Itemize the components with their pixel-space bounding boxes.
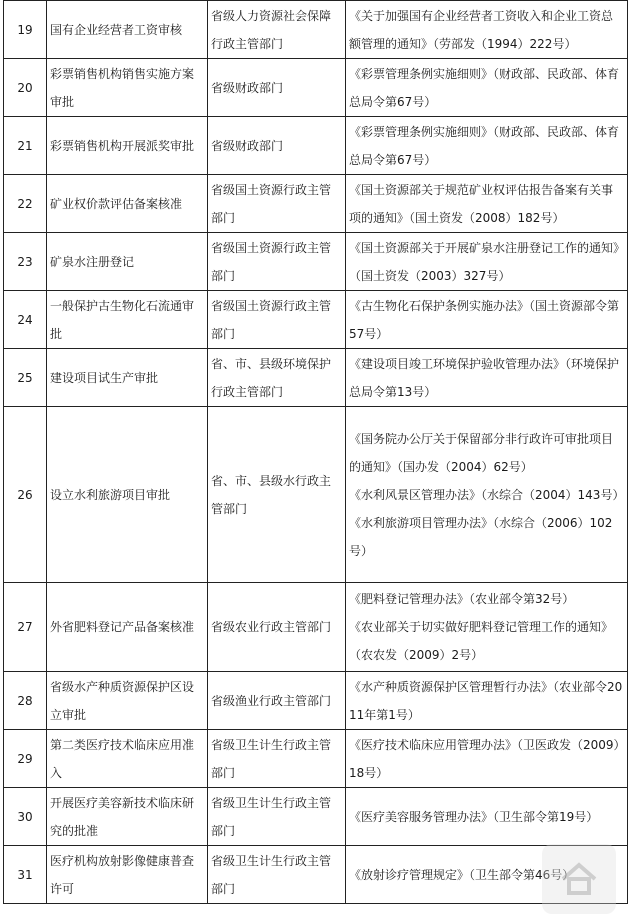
item-name: 设立水利旅游项目审批 xyxy=(47,407,208,583)
basis-line: 《建设项目竣工环境保护验收管理办法》（环境保护总局令第13号） xyxy=(349,356,620,399)
basis-line: 《国土资源部关于规范矿业权评估报告备案有关事项的通知》（国土资发（2008）182号） xyxy=(349,182,614,225)
table-row xyxy=(4,349,628,407)
item-name: 国有企业经营者工资审核 xyxy=(47,1,208,59)
legal-basis xyxy=(346,349,628,407)
basis-line: 《关于加强国有企业经营者工资收入和企业工资总额管理的通知》（劳部发（1994）222号） xyxy=(349,8,614,51)
table-row xyxy=(4,59,628,117)
house-icon xyxy=(557,857,601,901)
row-number: 23 xyxy=(4,233,47,291)
table-row xyxy=(4,175,628,233)
row-number: 26 xyxy=(4,407,47,583)
item-name: 医疗机构放射影像健康普查许可 xyxy=(47,846,208,904)
row-number: 19 xyxy=(4,1,47,59)
legal-basis xyxy=(346,175,628,233)
row-number: 24 xyxy=(4,291,47,349)
department: 省、市、县级环境保护行政主管部门 xyxy=(208,349,346,407)
department: 省级农业行政主管部门 xyxy=(208,583,346,672)
basis-line: 《肥料登记管理办法》（农业部令第32号） xyxy=(349,592,575,606)
watermark-logo xyxy=(542,844,616,914)
basis-line: 《国务院办公厅关于保留部分非行政许可审批项目的通知》（国办发（2004）62号） xyxy=(349,431,614,474)
table-row xyxy=(4,788,628,846)
basis-line: 《医疗技术临床应用管理办法》（卫医政发（2009）18号） xyxy=(349,737,620,780)
table-row xyxy=(4,407,628,583)
table-row xyxy=(4,117,628,175)
department: 省级卫生计生行政主管部门 xyxy=(208,730,346,788)
legal-basis xyxy=(346,291,628,349)
basis-line: 《医疗美容服务管理办法》（卫生部令第19号） xyxy=(349,809,599,824)
table-row xyxy=(4,291,628,349)
item-name: 彩票销售机构开展派奖审批 xyxy=(47,117,208,175)
legal-basis xyxy=(346,233,628,291)
row-number: 28 xyxy=(4,672,47,730)
department: 省级国土资源行政主管部门 xyxy=(208,291,346,349)
row-number: 20 xyxy=(4,59,47,117)
table-row xyxy=(4,583,628,672)
item-name: 彩票销售机构销售实施方案审批 xyxy=(47,59,208,117)
legal-basis xyxy=(346,59,628,117)
basis-line: 《放射诊疗管理规定》（卫生部令第46号） xyxy=(349,867,575,882)
department: 省级国土资源行政主管部门 xyxy=(208,175,346,233)
item-name: 建设项目试生产审批 xyxy=(47,349,208,407)
department: 省级国土资源行政主管部门 xyxy=(208,233,346,291)
basis-line: 《彩票管理条例实施细则》（财政部、民政部、体育总局令第67号） xyxy=(349,66,620,109)
row-number: 21 xyxy=(4,117,47,175)
item-name: 一般保护古生物化石流通审批 xyxy=(47,291,208,349)
legal-basis xyxy=(346,583,628,672)
department: 省级财政部门 xyxy=(208,117,346,175)
basis-line: 《古生物化石保护条例实施办法》（国土资源部令第57号） xyxy=(349,298,620,341)
row-number: 22 xyxy=(4,175,47,233)
basis-line: 《农业部关于切实做好肥料登记管理工作的通知》（农农发（2009）2号） xyxy=(349,620,614,662)
legal-basis xyxy=(346,730,628,788)
row-number: 27 xyxy=(4,583,47,672)
table-row xyxy=(4,233,628,291)
basis-line: 《水产种质资源保护区管理暂行办法》（农业部令2011年第1号） xyxy=(349,679,623,722)
basis-line: 《水利旅游项目管理办法》（水综合（2006）102号） xyxy=(349,515,613,558)
legal-basis xyxy=(346,407,628,583)
row-number: 31 xyxy=(4,846,47,904)
approval-items-table xyxy=(3,0,628,904)
row-number: 29 xyxy=(4,730,47,788)
item-name: 第二类医疗技术临床应用准入 xyxy=(47,730,208,788)
legal-basis xyxy=(346,672,628,730)
basis-line: 《水利风景区管理办法》（水综合（2004）143号） xyxy=(349,487,625,502)
department: 省级渔业行政主管部门 xyxy=(208,672,346,730)
legal-basis xyxy=(346,788,628,846)
table-row xyxy=(4,672,628,730)
item-name: 外省肥料登记产品备案核准 xyxy=(47,583,208,672)
item-name: 开展医疗美容新技术临床研究的批准 xyxy=(47,788,208,846)
basis-line: 《国土资源部关于开展矿泉水注册登记工作的通知》（国土资发（2003）327号） xyxy=(349,240,620,283)
item-name: 矿泉水注册登记 xyxy=(47,233,208,291)
department: 省级卫生计生行政主管部门 xyxy=(208,846,346,904)
legal-basis xyxy=(346,117,628,175)
table-row xyxy=(4,1,628,59)
basis-line: 《彩票管理条例实施细则》（财政部、民政部、体育总局令第67号） xyxy=(349,124,620,167)
table-row xyxy=(4,730,628,788)
department: 省级人力资源社会保障行政主管部门 xyxy=(208,1,346,59)
department: 省级卫生计生行政主管部门 xyxy=(208,788,346,846)
legal-basis xyxy=(346,1,628,59)
row-number: 30 xyxy=(4,788,47,846)
department: 省级财政部门 xyxy=(208,59,346,117)
item-name: 省级水产种质资源保护区设立审批 xyxy=(47,672,208,730)
row-number: 25 xyxy=(4,349,47,407)
table-row xyxy=(4,846,628,904)
department: 省、市、县级水行政主管部门 xyxy=(208,407,346,583)
item-name: 矿业权价款评估备案核准 xyxy=(47,175,208,233)
